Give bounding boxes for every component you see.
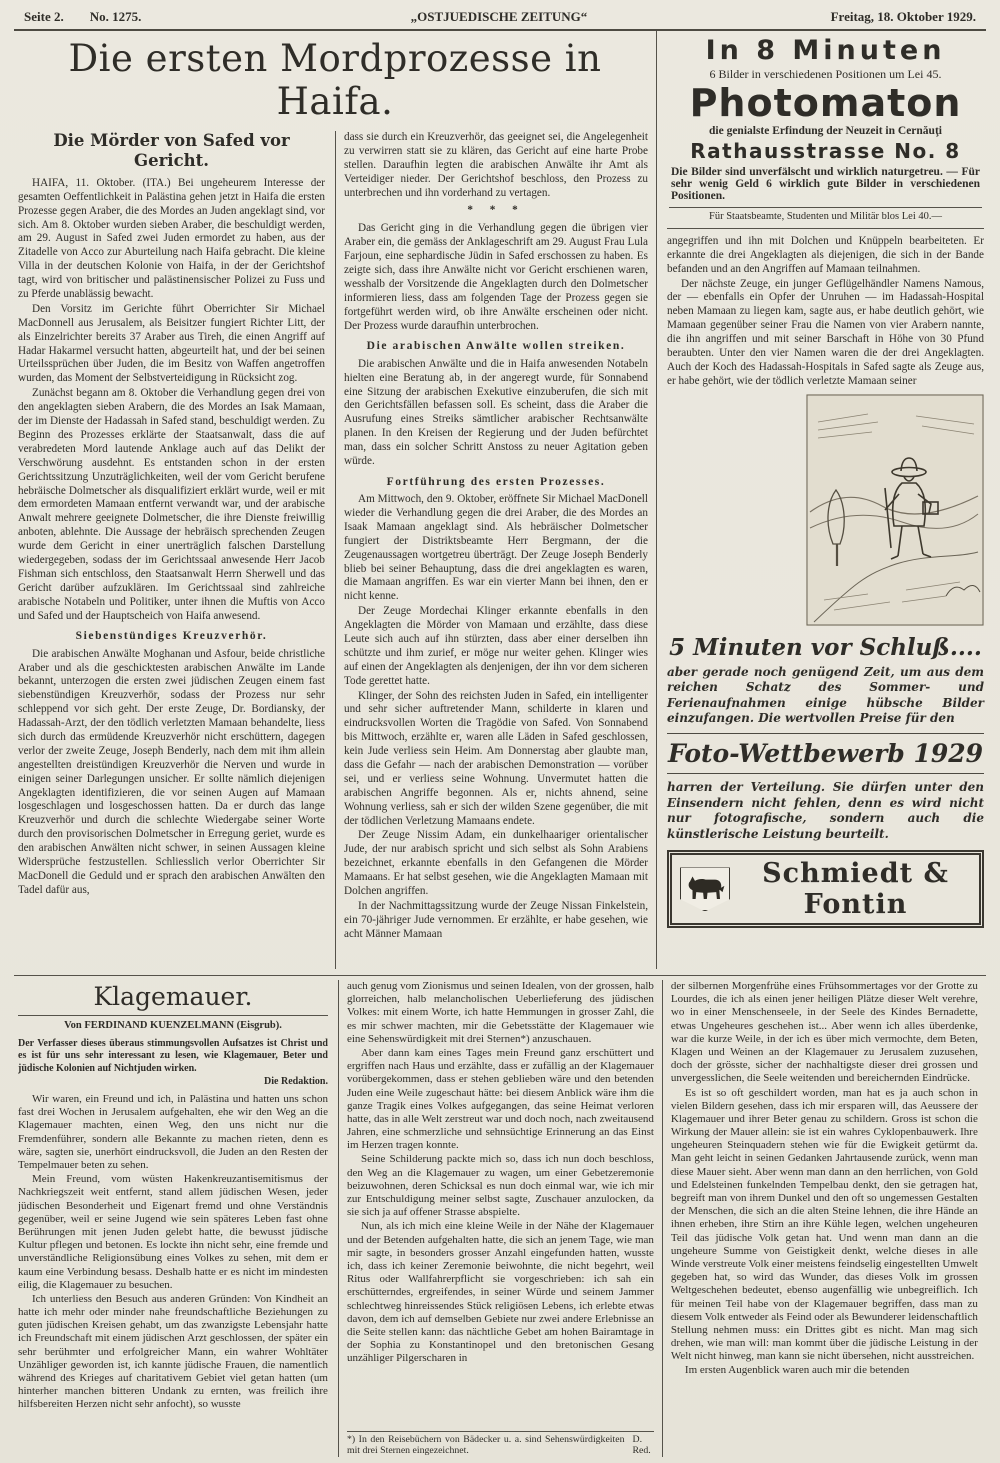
- foto-contest-title: Foto-Wettbewerb 1929: [667, 733, 984, 774]
- foto-ad-body: aber gerade noch genügend Zeit, um aus dem reichen Schatz des Sommer- und Ferienaufnahmen einige hübsche Bilder einzufangen. Die wertvollen Preise für den: [667, 664, 984, 726]
- article-paragraph: HAIFA, 11. Oktober. (ITA.) Bei ungeheurem Interesse der gesamten Oeffentlichkeit in Palästina gehen jetzt in Haifa die ersten Prozesse gegen Araber, die des Mordes an Juden angeklagt sind, vor sich. Am 8. Oktober wurden sieben Araber, die beschuldigt werden, am 29. August in Safed zwei Juden ermordet zu haben, aus der Zitadelle von Acco zur Aburteilung nach Haifa gebracht. Die kleine Villa in der deutschen Kolonie von Haifa, in der der Gerichtshof tagt, wird von britischer und palästinensischer Polizei zu Fuss und zu Pferde unablässig bewacht.: [18, 176, 325, 301]
- masthead-date: Freitag, 18. Oktober 1929.: [830, 9, 976, 24]
- article-paragraph: angegriffen und ihn mit Dolchen und Knüppeln bearbeiteten. Er erkannte die drei Angeklagten als diejenigen, die sich in der Bande befanden und an den Angriffen auf Mamaan teilnahmen.: [667, 234, 984, 275]
- article-paragraph: In der Nachmittagssitzung wurde der Zeuge Nissan Finkelstein, ein 70-jähriger Jude vernommen. Er erzählte, er habe gesehen, wie acht Männer Mamaan: [344, 899, 648, 940]
- article-subheadline: Die Mörder von Safed vor Gericht.: [53, 131, 290, 171]
- main-section: [14, 31, 986, 969]
- photomaton-tagline: die genialste Erfindung der Neuzeit in Cernăuţi: [709, 124, 942, 137]
- article-paragraph: Zunächst begann am 8. Oktober die Verhandlung gegen drei von den angeklagten sieben Arabern, die des Mordes an Isak Mamaan, der im Dienste der Hadassah in Safed stand, beschuldigt werden. Zu Beginn des Prozesses erklärte der Staatsanwalt, dass die auf verabredeten Mord lautende Anklage auch auf das Delikt der Verschwörung ausdehnt. Es entstanden schon in der ersten Gerichtssitzung Unzuträglichkeiten, weil der vom Gericht berufene hebräische Dolmetscher als disqualifiziert erklärt wurde, weil er mit dem ermordeten Mamaan entfernt verwandt war, und der arabische Anwalt mehrere geeignete Dolmetscher, die ihre Dienste freiwillig anboten, ablehnte. Die Aussage der hebräisch sprechenden Zeugen wurde dem Gericht in einer unerträglich falschen Darstellung wiedergegeben, sodass der im Gerichtssaal anwesende Herr Jacob Fishman sich entschloss, den Staatsanwalt Herrn Sherwell und das Gericht darüber aufzuklären. Im Gerichtssaal sind zahlreiche arabische Notabeln und Politiker, unter ihnen die Muftis von Acco und Safed und der Hauptscheich von Haifa anwesend.: [18, 387, 325, 622]
- article-paragraph: Klinger, der Sohn des reichsten Juden in Safed, ein intelligenter und sehr sicher auftretender Mann, schilderte in klaren und eindrucksvollen Worten die Tragödie von Safed. Von Sonnabend bis Mittwoch, erzählte er, waren alle Läden in Safed geschlossen, kein Jude verliess sein Heim. Am Donnerstag aber glaubte man, dass die Gefahr — nach der arabischen Demonstration — vorüber sei, und er verliess seine Wohnung. Unvermutet hatten die arabischen Angriffe begonnen. Als er, nichts ahnend, seine Wohnung verliess, sah er sich der wilden Szene gegenüber, die mit der tödlichen Verletzung Mamaans endete.: [344, 689, 648, 827]
- footnote: [347, 1431, 654, 1458]
- article-paragraph: Am Mittwoch, den 9. Oktober, eröffnete Sir Michael MacDonell wieder die Verhandlung gegen die drei Araber, die des Mordes an Isaak Mamaan angeklagt sind. Als hebräischer Dolmetscher fungiert der Distriktsbeamte Herr Bergmann, der die Zeugenaussagen wortgetreu überträgt. Der Zeuge Joseph Benderly blieb bei seiner Behauptung, dass die drei angeklagten es waren, die Mamaan angriffen. Es war ein vierter Mann bei ihnen, den er nicht kenne.: [344, 493, 648, 603]
- article-paragraph: Die arabischen Anwälte Moghanan und Asfour, beide christliche Araber und als die geschicktesten arabischen Anwälte im Lande bekannt, unterzogen die ersten zwei jüdischen Zeugen einem fast siebenstündigen Kreuzverhör, sodass der Prozess nur sehr schleppend vor sich geht. Der erste Zeuge, Dr. Bordiansky, der Hadassah-Arzt, der den tödlich verletzten Mamaan behandelte, liess sich durch das ermüdende Kreuzverhör nicht erschüttern, dagegen verlor der zweite Zeuge, Joseph Benderly, nach dem mit ihm allein angestellten dreistündigen Kreuzverhör die Nerven und wurde in einigen seiner Darlegungen unsicher. Er sollte nämlich diejenigen Angeklagten identifizieren, die vor seinen Augen auf Mamaan losgeschlagen und losgeschossen hatten. Da er durch das lange Kreuzverhör und durch die schlechte Wiedergabe seiner Worte durch den provisorischen Dolmetscher in Erregung geriet, wurde es den arabischen Anwälten nicht schwer, in seinen Aussagen kleine Widersprüche festzustellen. Schliesslich verlor Oberrichter Sir MacDonell die Geduld und er sprach den arabischen Anwälten den Tadel dafür aus,: [18, 647, 325, 896]
- schmiedt-fontin-brand: Schmiedt & Fontin: [762, 858, 949, 921]
- dog-badge: [680, 867, 730, 911]
- right-column: [656, 31, 986, 969]
- newspaper-title: „OSTJUEDISCHE ZEITUNG“: [410, 9, 588, 24]
- photomaton-address: Rathausstrasse No. 8: [690, 138, 961, 163]
- klagemauer-column-1: [14, 980, 338, 1457]
- masthead-page-info: [24, 9, 167, 25]
- article-paragraph: Nun, als ich mich eine kleine Weile in der Nähe der Klagemauer und der Betenden aufgehalten hatte, die sich an jenem Tage, wie man mir sagte, in besonders grosser Anzahl eingefunden hatten, wusste ich, dass ich keiner Zeremonie beiwohnte, die nicht begehrt, weil Ritus oder Wallfahrerpflicht sie vorgeschrieben: ich sah ein erschütterndes, ergreifendes, in seiner Würde und seinem Jammer schlechtweg hinreissendes Stück religiösen Lebens, ich erlebte etwas davon, dem ich auf demselben Gebiete nur zwei andere Erlebnisse an die Seite stellen kann: das nächtliche Gebet am hohen Bairamtage in der Sophia zu Konstantinopel und den bretonischen Gesang unzähliger Pilgerscharen in: [346, 1220, 654, 1365]
- photomaton-brand: Photomaton: [689, 81, 962, 125]
- photomaton-body: Die Bilder sind unverfälscht und wirklich naturgetreu. — Für sehr wenig Geld 6 wirklich gute Bilder in verschiedenen Positionen.: [671, 165, 980, 202]
- klagemauer-byline: Von FERDINAND KUENZELMANN (Eisgrub).: [64, 1020, 282, 1031]
- article-paragraph: Seine Schilderung packte mich so, dass ich nun doch beschloss, den Weg an die Klagemauer zu wagen, um einer Gebetzeremonie beizuwohnen, deren Schicksal es nun doch einmal war, wie ich mir zur Entschuldigung meiner selbst sagte, Zuschauer anzulocken, da sie sich ja auf offener Strasse abspielte.: [346, 1153, 654, 1219]
- article-paragraph: dass sie durch ein Kreuzverhör, das geeignet sei, die Angelegenheit zu verwirren statt sie zu klären, das Gericht auf eine harte Probe stellen. Daraufhin legten die arabischen Anwälte ihr Amt als Verteidiger nieder. Der Gerichtshof beschloss, den Prozess zu unterbrechen und ihn vorderhand zu vertagen.: [344, 131, 648, 199]
- foto-ad-body2: harren der Verteilung. Sie dürfen unter den Einsendern nicht fehlen, denn es wird nicht nur fotografische, sondern auch die künstlerische Leistung beurteilt.: [667, 780, 984, 841]
- dog-icon: [685, 874, 725, 904]
- footnote-text: *) In den Reisebüchern von Bädecker u. a. sind Sehenswürdigkeiten mit drei Sternen eingezeichnet.: [346, 1433, 625, 1457]
- photomaton-headline: In 8 Minuten: [705, 35, 946, 66]
- star-separator: * * *: [467, 204, 525, 217]
- page-number: Seite 2.: [24, 9, 64, 24]
- article-column-2: [335, 131, 656, 969]
- article-paragraph: Das Gericht ging in die Verhandlung gegen die übrigen vier Araber ein, die gemäss der Anklageschrift am 29. August Frau Lula Farjoun, eine sephardische Jüdin in Safed erschossen zu haben. Es zeigte sich, dass ihre Anwälte nicht vor Gericht erschienen waren, wesshalb der Vorsitzende die Angeklagten durch den Dolmetscher informieren liess, dass am folgenden Tage der Prozess gegen sie fortgeführt werden wird, ob ihre Anwälte erscheinen oder nicht. Der Prozess wurde daraufhin unterbrochen.: [344, 222, 648, 332]
- issue-number: No. 1275.: [89, 9, 142, 24]
- schmiedt-fontin-box: [667, 850, 984, 928]
- article-paragraph: Mein Freund, vom wüsten Hakenkreuzantisemitismus der Nachkriegszeit weit entfernt, stand allem jüdischen Wesen, jeder jüdischen Besonderheit und Eigenart fremd und ohne Verständnis gegenüber, weil er seine Jugend wie sein späteres Leben fast ohne Berührungen mit jenen Juden gelebt hatte, die bewusst jüdische Kultur pflegen und betonen. Es lockte ihn nicht sehr, eine fremde und unverständliche Religionsübung eines Volkes zu sehen, mit dem er kaum eine Verbindung besass. Deshalb hatte er es nicht im mindesten eilig, die Klagemauer zu besuchen.: [18, 1173, 328, 1291]
- article-paragraph: Aber dann kam eines Tages mein Freund ganz erschüttert und ergriffen nach Haus und erzählte, dass er zufällig an der Klagemauer vorübergekommen, dass er stehen geblieben wäre und den betenden Juden eine Weile zugeschaut hätte: bei diesem Anblick wäre ihm die ganze Tragik eines Volkes aufgegangen, das seine Heimat verloren hatte, das in alle Welt zerstreut war und doch noch, nach zweitausend Jahren, eine schmerzliche und sehnsüchtige Erinnerung an das Einst im Herzen tragen konnte.: [346, 1046, 654, 1152]
- editorial-signature: Die Redaktion.: [264, 1076, 328, 1088]
- foto-contest-ad: [667, 630, 984, 929]
- illustration-block: [667, 392, 984, 630]
- crosshead-streik: Die arabischen Anwälte wollen streiken.: [366, 340, 626, 353]
- foto-ad-heading: 5 Minuten vor Schluß....: [669, 633, 982, 661]
- klagemauer-section: [14, 975, 986, 1457]
- article-paragraph: Ich unterliess den Besuch aus anderen Gründen: Von Kindheit an hatte ich mehr oder minder nahe freundschaftliche Beziehungen zu guten jüdischen Kreisen gehabt, um das zwanzigste Lebensjahr hatte ich Freundschaft mit einem jüdischen Arzt geschlossen, der später ein sehr berühmter und erfolgreicher Mann, ein wahrer Wohltäter Unzähliger geworden ist, ich kannte jüdische Frauen, die namentlich während des Krieges auf charitativem Gebiet viel getan hatten (um hinterher manchen bitteren Undank zu ernten, was freilich ihre hilfsbereiten Herzen nicht sehr anfocht), so wusste: [18, 1292, 328, 1411]
- article-column-1: [14, 131, 335, 969]
- article-paragraph: Der Zeuge Mordechai Klinger erkannte ebenfalls in den Angeklagten die Mörder von Mamaan und erzählte, dass diese Leute sich auch auf ihn stürzten, dass aber einer derselben ihn schützte und ihm zurief, er möge nur weiter gehen. Klinger wies auf einen der Angeklagten als denjenigen, der ihn vor dem sicheren Tode gerettet hatte.: [344, 605, 648, 687]
- article-paragraph: auch genug vom Zionismus und seinen Idealen, von der grossen, halb glorreichen, halb melancholischen Ueberlieferung des jüdischen Volkes: mit einem Worte, ich hatte Hemmungen in grosser Zahl, die es mir schwer machten, mir die Gebetsstätte der Klagemauer wie eine Sehenswürdigkeit mit drei Sternen*) anzuschauen.: [346, 980, 654, 1045]
- article-paragraph: Es ist so oft geschildert worden, man hat es ja auch schon in vielen Bildern gesehen, dass ich mir ersparen will, das Aeussere der Klagemauer und ihrer Beter genau zu schildern. Gross ist schon die Wirkung der Mauer allein: sie ist ein wahres Cyklopenbauwerk. Ihre ungeheuren Steinquadern stehen wie für die Ewigkeit getürmt da. Man geht leicht in seinen Gedanken Jahrtausende zurück, wenn man diese Mauer sieht. Aber wenn man dann an den herrlichen, von Gold und Edelsteinen funkelnden Tempelbau denkt, den sie getragen hat, begreift man von ihrem Dunkel und den oft so ungemessen Gestalten der Menschen, die sich an die alten Steine lehnen, die ihre Hände an ihnen erheben, ihre Stirn an ihre Kühle legen, welchen ungeheuren Teil das jüdische Volk getan hat. Und wenn man dann an die ungeheure Summe von Geistigkeit denkt, welche dieses in alle Winde verstreute Volk einer meistens feindselig eingestellten Umwelt gegeben hat, so wird das Wunder, das dieses Volk im grossen Weltgeschehen bedeutet, ebenso augenfällig wie unbegreiflich. Ich für meinen Teil habe von der Klagemauer begriffen, dass man zu diesem Volk entweder als Feind oder als Bewunderer leidenschaftlich Stellung nehmen muss: ein Drittes gibt es nicht. Man mag sich drehen, wie man will: man kommt über die jüdische Leistung in der Welt nicht hinweg, man kann sie nicht übersehen, nicht ausstreichen.: [670, 1086, 978, 1363]
- article-paragraph: Der nächste Zeuge, ein junger Geflügelhändler Namens Namous, der — ebenfalls ein Opfer der Unruhen — im Hadassah-Hospital neben Mamaan zu liegen kam, sagte aus, er habe deutlich gehört, wie Mamaan gegenüber seiner Frau die Namen von vier Arabern nannte, die ihn angriffen und mit seiner Barschaft in Höhe von 30 Pfund beraubten. Unter den vier Namen waren die der drei Angeklagten. Auch der Koch des Hadassah-Hospitals in Safed sagte als Zeuge aus, er habe gehört, wie der tödlich verletzte Mamaan seiner: [667, 277, 984, 387]
- article-column-3: [667, 229, 984, 392]
- klagemauer-column-3: [662, 980, 986, 1457]
- main-headline: Die ersten Mordprozesse in Haifa.: [68, 37, 602, 123]
- article-paragraph: Wir waren, ein Freund und ich, in Palästina und hatten uns schon fast drei Wochen in Jerusalem aufgehalten, ehe wir den Weg an die Klagemauer machten, einen Weg, den uns nicht nur die Fremdenführer, sondern alle Bekannte zu machen rieten, denn es wäre, sagten sie, unerhört eindrucksvoll, die Juden an den Resten der Tempelmauer beten zu sehen.: [18, 1093, 328, 1172]
- main-article: [14, 31, 656, 969]
- article-paragraph: Im ersten Augenblick waren auch mir die betenden: [684, 1364, 910, 1377]
- photomaton-footer: Für Staatsbeamte, Studenten und Militär blos Lei 40.—: [669, 207, 982, 222]
- hiker-illustration: [806, 394, 984, 626]
- photomaton-subline: 6 Bilder in verschiedenen Positionen um Lei 45.: [709, 67, 942, 81]
- article-paragraph: Die arabischen Anwälte und die in Haifa anwesenden Notabeln hielten eine Beratung ab, in der angeregt wurde, für Sonnabend eine Sitzung der arabischen Exekutive einzuberufen, die sich mit den Gerichtsfällen befassen soll. Es scheint, dass die Araber die Ausrufung eines Streiks sämtlicher arabischer Rechtsanwälte planen. In den Kreisen der Regierung und der Juden befürchtet man, dass ein solcher Schritt Anstoss zu neuer Agitation geben würde.: [344, 357, 648, 467]
- masthead: [0, 0, 1000, 29]
- editorial-note: Der Verfasser dieses überaus stimmungsvollen Aufsatzes ist Christ und es ist für uns sehr interessant zu lesen, wie Klagemauer, Beter und jüdische Kolonien auf Nichtjuden wirken.: [18, 1037, 328, 1074]
- article-paragraph: Der Zeuge Nissim Adam, ein dunkelhaariger orientalischer Jude, der nur arabisch spricht und sich selbst als Sohn Arabiens bezeichnet, erkannte ebenfalls in den Gefangenen die Mörder Mamaans. Er hat selbst gesehen, wie die Angeklagten Mamaan mit Dolchen angriffen.: [344, 829, 648, 898]
- crosshead-fortfuehrung: Fortführung des ersten Prozesses.: [386, 475, 606, 488]
- article-paragraph: der silbernen Morgenfrühe eines Frühsommertages vor der Grotte zu Lourdes, die ich als einen jener heiligen Plätze dieser Welt verehre, wo in einer Menschenseele, in der Seele des Kindes Bernadette, etwas Ungeheures geschehen ist... Aber wenn ich alles überdenke, war die kurze Weile, in der ich es über mich vermochte, dem Beten, Klagen und Weinen an der Klagemauer zu Jerusalem zuzusehen, doch der grösste, sicher der nachhaltigste dieser drei grossen und unvergesslichen, die Seele weitenden und bereichernden Eindrücke.: [670, 980, 978, 1085]
- footnote-signature: D. Red.: [632, 1433, 651, 1457]
- photomaton-ad: [667, 33, 984, 229]
- klagemauer-column-2: [338, 980, 662, 1457]
- crosshead-kreuzverhoer: Siebenstündiges Kreuzverhör.: [75, 630, 268, 643]
- article-paragraph: Den Vorsitz im Gerichte führt Oberrichter Sir Michael MacDonnell aus Jerusalem, als Beisitzer fungiert Richter Litt, der als Einzelrichter bereits 37 Araber aus Tireh, die einen Angriff auf Hadar Hakarmel versucht hatten, abgeurteilt hat, und der bei seinen Urteilssprüchen über Juden, die im Besitz von Waffen angetroffen wurden, das Moment der Selbstverteidigung in Rücksicht zog.: [18, 302, 325, 385]
- klagemauer-headline: Klagemauer.: [18, 980, 328, 1016]
